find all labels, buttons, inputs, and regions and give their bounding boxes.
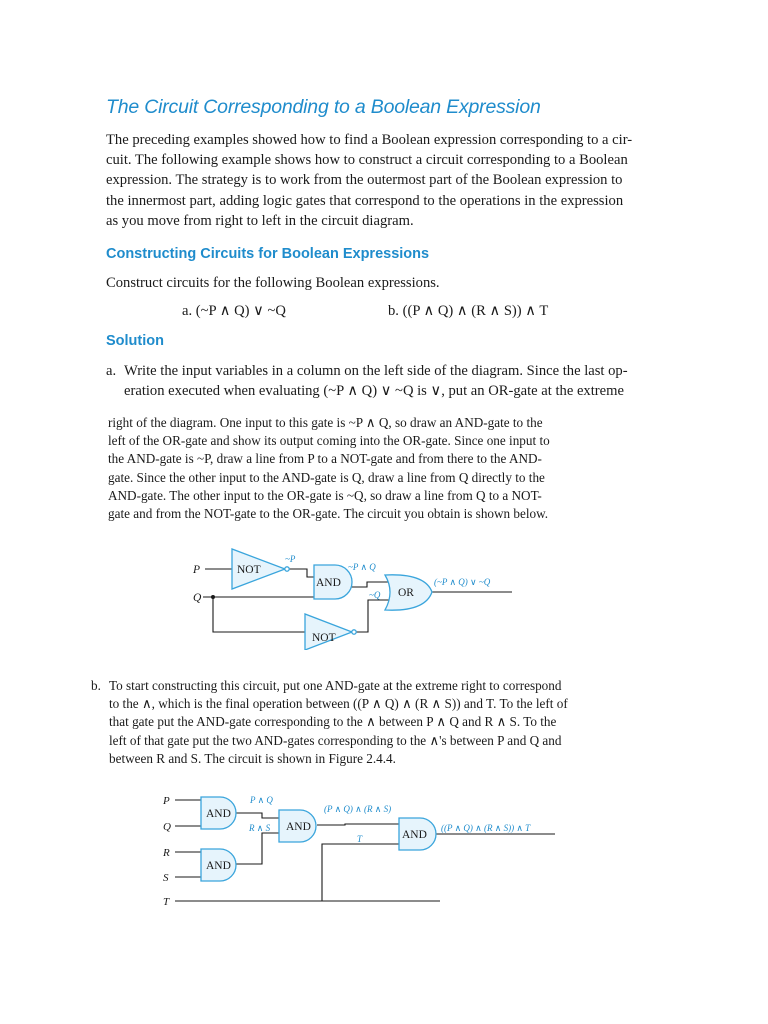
label-not-q: ~Q: [369, 590, 381, 600]
gates-b: [201, 797, 436, 881]
expression-b: b. ((P ∧ Q) ∧ (R ∧ S)) ∧ T: [388, 303, 549, 319]
input-q-label: Q: [163, 821, 171, 833]
part-label: b.: [91, 678, 101, 693]
text-line: To start constructing this circuit, put one AND-gate at the extreme right to correspond: [109, 678, 562, 693]
not-top-label: NOT: [237, 564, 261, 576]
text-line: expression. The strategy is to work from the outermost part of the Boolean expression to: [106, 172, 623, 189]
solution-heading: Solution: [106, 333, 164, 349]
or-label: OR: [398, 587, 414, 599]
text-line: cuit. The following example shows how to construct a circuit corresponding to a Boolean: [106, 152, 628, 169]
not-bottom-label: NOT: [312, 632, 336, 644]
text-line: as you move from right to left in the circuit diagram.: [106, 212, 414, 229]
section-heading: The Circuit Corresponding to a Boolean Expression: [106, 96, 541, 118]
text-line: between R and S. The circuit is shown in Figure 2.4.4.: [109, 750, 396, 766]
circuit-diagram-b: [0, 790, 768, 910]
label-t: T: [357, 834, 363, 844]
part-b-paragraph: [91, 677, 611, 768]
example-prompt: Construct circuits for the following Boolean expressions.: [106, 275, 440, 291]
and-mid-label: AND: [286, 821, 311, 833]
part-a-continuation: [108, 414, 588, 523]
circuit-diagram-a: [0, 535, 768, 650]
junction-dot: [211, 595, 215, 599]
not-bubble: [352, 630, 356, 634]
label-not-p-and-q: ~P ∧ Q: [348, 562, 376, 572]
input-p-label: P: [163, 795, 170, 807]
part-label: a.: [106, 363, 117, 379]
text-line: gate. Since the other input to the AND-gate is Q, draw a line from Q directly to the: [108, 469, 545, 485]
text-line: gate and from the NOT-gate to the OR-gate. The circuit you obtain is shown below.: [108, 506, 549, 522]
input-t-label: T: [163, 896, 170, 908]
intro-paragraph: [106, 130, 666, 231]
text-line: The preceding examples showed how to find a Boolean expression corresponding to a cir-: [106, 132, 633, 148]
text-line: to the ∧, which is the final operation between ((P ∧ Q) ∧ (R ∧ S)) and T. To the left of: [109, 696, 568, 712]
text-line: eration executed when evaluating (~P ∧ Q) ∨ ~Q is ∨, put an OR-gate at the extreme: [124, 383, 624, 400]
input-r-label: R: [163, 847, 170, 859]
text-line: that gate put the AND-gate corresponding to the ∧ between P ∧ Q and R ∧ S. To the: [109, 714, 557, 730]
label-mid-output: (P ∧ Q) ∧ (R ∧ S): [324, 804, 392, 814]
text-line: left of the OR-gate and show its output coming into the OR-gate. Since one input to: [108, 433, 550, 449]
label-p-and-q: P ∧ Q: [250, 795, 273, 805]
text-line: Write the input variables in a column on the left side of the diagram. Since the last op-: [124, 363, 628, 379]
text-line: the innermost part, adding logic gates that correspond to the operations in the expression: [106, 192, 624, 209]
and-final-label: AND: [402, 829, 427, 841]
example-heading: Constructing Circuits for Boolean Expressions: [106, 246, 430, 262]
input-p-label: P: [193, 564, 201, 576]
expression-a: a. (~P ∧ Q) ∨ ~Q: [182, 303, 286, 319]
input-s-label: S: [163, 872, 169, 884]
label-output-a: (~P ∧ Q) ∨ ~Q: [434, 577, 491, 587]
text-line: the AND-gate is ~P, draw a line from P to a NOT-gate and from there to the AND-: [108, 451, 542, 467]
part-a-paragraph: [106, 361, 666, 401]
text-line: AND-gate. The other input to the OR-gate is ~Q, so draw a line from Q to a NOT-: [108, 487, 542, 503]
label-r-and-s: R ∧ S: [249, 823, 271, 833]
and-label: AND: [316, 577, 341, 589]
text-line: left of that gate put the two AND-gates corresponding to the ∧'s between P and Q and: [109, 732, 562, 748]
text-line: right of the diagram. One input to this gate is ~P ∧ Q, so draw an AND-gate to the: [108, 415, 543, 430]
label-output-b: ((P ∧ Q) ∧ (R ∧ S)) ∧ T: [441, 823, 531, 833]
label-not-p: ~P: [285, 554, 296, 564]
not-bubble: [285, 567, 289, 571]
and-rs-label: AND: [206, 860, 231, 872]
and-pq-label: AND: [206, 808, 231, 820]
input-q-label: Q: [193, 592, 202, 604]
